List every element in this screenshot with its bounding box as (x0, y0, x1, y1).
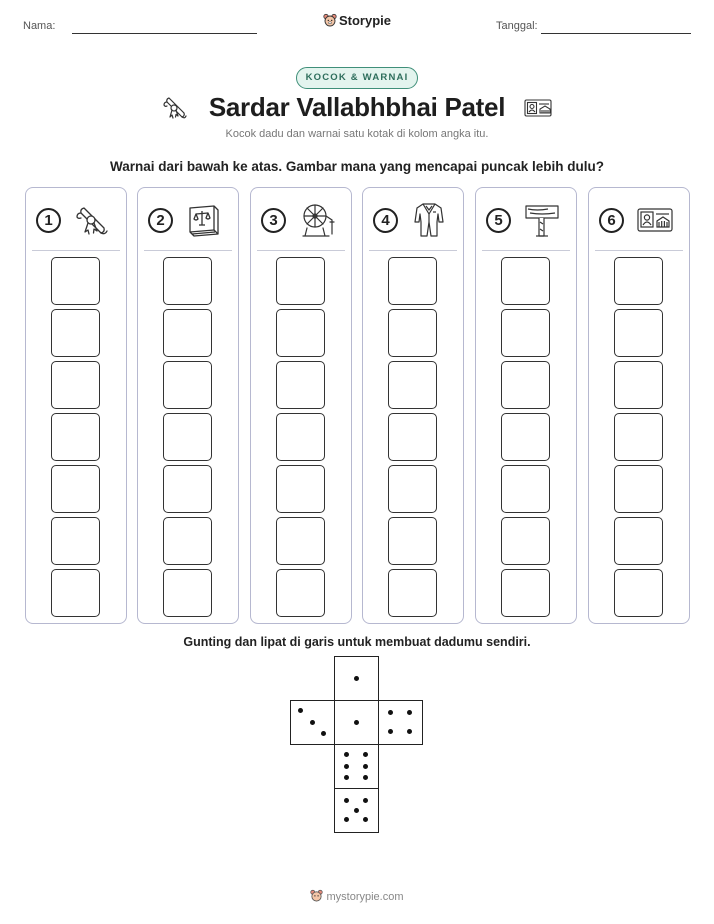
dice-pip (310, 720, 315, 725)
column-divider (482, 250, 570, 251)
column-divider (595, 250, 683, 251)
scroll-icon (72, 200, 112, 240)
dice-face-4 (378, 700, 423, 745)
dice-pip (344, 775, 349, 780)
dice-pip (363, 764, 368, 769)
color-box[interactable] (614, 257, 663, 305)
name-line[interactable] (72, 33, 257, 34)
column-4 (362, 187, 464, 624)
dice-face-1 (334, 700, 379, 745)
color-box[interactable] (276, 517, 325, 565)
color-box[interactable] (614, 361, 663, 409)
color-box[interactable] (388, 309, 437, 357)
color-box[interactable] (51, 413, 100, 461)
column-divider (144, 250, 232, 251)
color-box[interactable] (163, 361, 212, 409)
column-6 (588, 187, 690, 624)
color-box[interactable] (51, 465, 100, 513)
color-box[interactable] (388, 569, 437, 617)
color-box[interactable] (51, 257, 100, 305)
column-2 (137, 187, 239, 624)
dice-pip (388, 710, 393, 715)
spinning-wheel-icon (297, 200, 337, 240)
column-number: 4 (373, 208, 398, 233)
color-box[interactable] (501, 465, 550, 513)
color-box[interactable] (163, 257, 212, 305)
dice-pip (321, 731, 326, 736)
color-box[interactable] (501, 361, 550, 409)
dice-pip (407, 710, 412, 715)
dice-pip (407, 729, 412, 734)
color-box[interactable] (51, 309, 100, 357)
dice-pip (354, 720, 359, 725)
color-box[interactable] (276, 413, 325, 461)
suit-icon (409, 200, 449, 240)
color-box[interactable] (163, 309, 212, 357)
color-box[interactable] (614, 569, 663, 617)
column-number: 1 (36, 208, 61, 233)
column-number: 2 (148, 208, 173, 233)
color-box[interactable] (163, 413, 212, 461)
brand-logo (0, 13, 714, 28)
activity-badge: KOCOK & WARNAI (296, 67, 418, 89)
column-number: 6 (599, 208, 624, 233)
color-box[interactable] (163, 517, 212, 565)
brand-name: Storypie (338, 13, 391, 28)
color-box[interactable] (501, 569, 550, 617)
dice-pip (363, 798, 368, 803)
color-box[interactable] (501, 413, 550, 461)
column-number: 3 (261, 208, 286, 233)
dice-face-3 (290, 700, 335, 745)
date-label: Tanggal: (496, 20, 538, 32)
color-box[interactable] (276, 257, 325, 305)
date-line[interactable] (541, 33, 691, 34)
footer (0, 889, 714, 903)
color-box[interactable] (388, 257, 437, 305)
color-box[interactable] (614, 517, 663, 565)
column-divider (32, 250, 120, 251)
dice-pip (344, 817, 349, 822)
color-box[interactable] (51, 569, 100, 617)
dice-pip (388, 729, 393, 734)
color-box[interactable] (163, 465, 212, 513)
column-divider (257, 250, 345, 251)
color-box[interactable] (51, 517, 100, 565)
dice-pip (344, 764, 349, 769)
footer-url[interactable]: mystorypie.com (326, 891, 404, 903)
color-box[interactable] (163, 569, 212, 617)
color-box[interactable] (501, 257, 550, 305)
stamp-icon (523, 93, 553, 123)
color-box[interactable] (388, 517, 437, 565)
color-box[interactable] (501, 309, 550, 357)
column-number: 5 (486, 208, 511, 233)
dice-pip (363, 817, 368, 822)
column-divider (369, 250, 457, 251)
name-label: Nama: (23, 20, 56, 32)
dice-pip (344, 752, 349, 757)
column-1 (25, 187, 127, 624)
color-box[interactable] (388, 361, 437, 409)
dice-instruction: Gunting dan lipat di garis untuk membuat dadumu sendiri. (183, 635, 531, 649)
dice-pip (363, 752, 368, 757)
bear-logo-icon (323, 13, 337, 27)
signpost-icon (522, 200, 562, 240)
color-box[interactable] (614, 465, 663, 513)
law-book-icon (184, 200, 224, 240)
stamp-icon (635, 200, 675, 240)
color-box[interactable] (276, 569, 325, 617)
page-title: Sardar Vallabhbhai Patel (208, 92, 506, 122)
page-subtitle: Kocok dadu dan warnai satu kotak di kolom angka itu. (225, 128, 489, 140)
color-box[interactable] (388, 465, 437, 513)
column-3 (250, 187, 352, 624)
bear-logo-icon (310, 889, 323, 902)
dice-face-5 (334, 788, 379, 833)
coloring-instruction: Warnai dari bawah ke atas. Gambar mana yang mencapai puncak lebih dulu? (110, 159, 604, 174)
color-box[interactable] (276, 309, 325, 357)
dice-face-1 (334, 656, 379, 701)
dice-pip (363, 775, 368, 780)
color-box[interactable] (388, 413, 437, 461)
color-box[interactable] (614, 413, 663, 461)
dice-pip (344, 798, 349, 803)
column-5 (475, 187, 577, 624)
dice-face-6 (334, 744, 379, 789)
dice-pip (354, 808, 359, 813)
color-box[interactable] (51, 361, 100, 409)
color-box[interactable] (276, 465, 325, 513)
color-box[interactable] (276, 361, 325, 409)
dice-pip (298, 708, 303, 713)
color-box[interactable] (614, 309, 663, 357)
dice-pip (354, 676, 359, 681)
color-box[interactable] (501, 517, 550, 565)
